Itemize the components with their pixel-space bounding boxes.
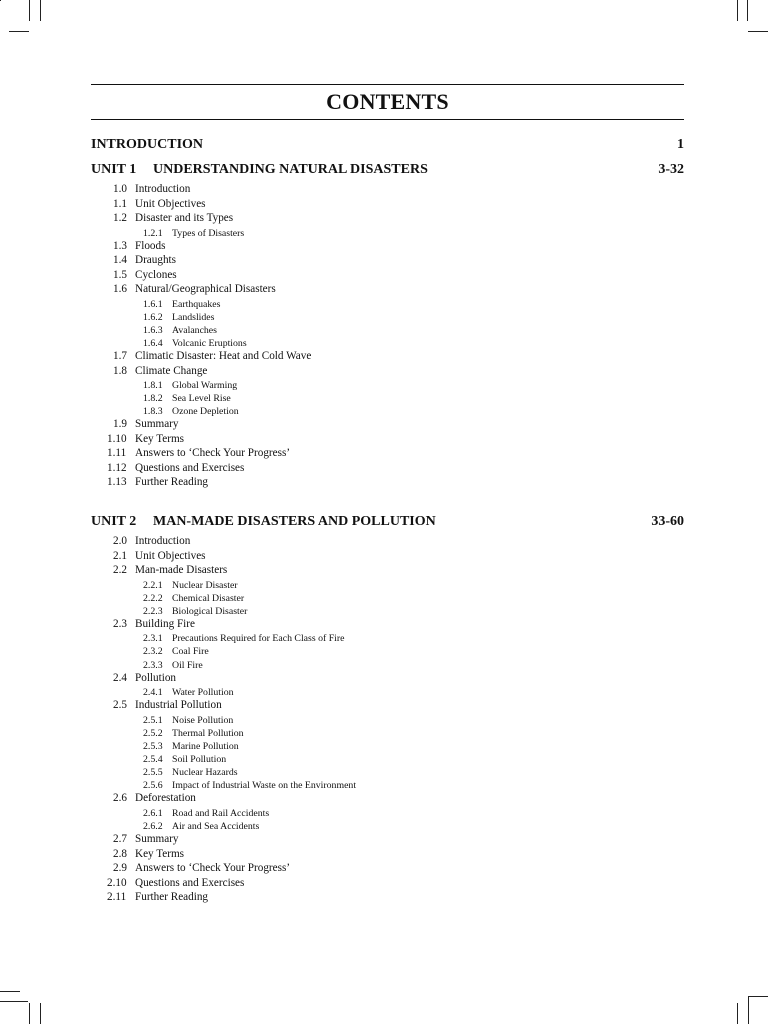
- toc-entry-title: Answers to ‘Check Your Progress’: [135, 447, 291, 460]
- toc-entry-number: 1.6.2: [143, 311, 163, 323]
- toc-entry-title: Industrial Pollution: [135, 699, 222, 712]
- top-rule: [91, 84, 684, 85]
- toc-entry-title: Chemical Disaster: [172, 592, 245, 604]
- unit-1-heading: [91, 161, 684, 179]
- toc-entry-title: Sea Level Rise: [172, 393, 231, 405]
- toc-entry-number: 2.0: [113, 535, 127, 547]
- toc-entry-number: 1.7: [113, 350, 127, 362]
- toc-entry-number: 2.7: [113, 833, 127, 845]
- toc-entry-number: 2.5: [113, 699, 127, 712]
- toc-entry-title: Water Pollution: [172, 687, 234, 699]
- toc-entry-number: 2.3: [113, 617, 127, 630]
- toc-entry-number: 1.2.1: [143, 227, 163, 239]
- toc-entry-title: Natural/Geographical Disasters: [135, 283, 276, 296]
- toc-entry-title: Types of Disasters: [172, 227, 245, 239]
- toc-entry-title: Summary: [135, 833, 179, 845]
- toc-entry-title: Disaster and its Types: [135, 212, 234, 224]
- toc-entry-title: Oil Fire: [172, 659, 203, 671]
- toc-entry-number: 1.9: [113, 418, 127, 431]
- title-rule: [91, 119, 684, 120]
- unit-pages: 33-60: [651, 514, 684, 529]
- introduction-label: INTRODUCTION: [91, 137, 204, 152]
- toc-entry-number: 2.10: [107, 876, 127, 889]
- toc-entry-number: 2.5.2: [143, 727, 163, 739]
- toc-entry-title: Landslides: [172, 311, 215, 323]
- toc-entry-number: 1.8.3: [143, 406, 163, 418]
- toc-entry-title: Biological Disaster: [172, 605, 248, 617]
- introduction-pages: 1: [677, 137, 684, 152]
- toc-entry-title: Global Warming: [172, 380, 238, 391]
- toc-entry-number: 1.0: [113, 183, 127, 195]
- toc-entry-number: 2.9: [113, 862, 127, 874]
- toc-entry-title: Volcanic Eruptions: [172, 337, 247, 349]
- introduction-heading: [91, 136, 684, 154]
- toc-entry-title: Questions and Exercises: [135, 876, 245, 889]
- toc-entry-number: 2.6.2: [143, 820, 163, 832]
- toc-entry-title: Earthquakes: [172, 298, 221, 310]
- unit-title: UNDERSTANDING NATURAL DISASTERS: [153, 162, 428, 177]
- toc-entry-title: Building Fire: [135, 617, 195, 630]
- unit-pages: 3-32: [658, 162, 684, 177]
- toc-entry-number: 1.8.1: [143, 380, 163, 391]
- unit-number: UNIT 2: [91, 514, 137, 529]
- toc-entry-title: Pollution: [135, 671, 177, 684]
- toc-entry-number: 1.1: [113, 197, 127, 210]
- toc-entry-number: 2.4: [113, 671, 127, 684]
- toc-entry-number: 1.6.4: [143, 337, 163, 349]
- toc-entry-title: Nuclear Hazards: [172, 767, 238, 779]
- toc-entry-number: 2.11: [107, 891, 127, 903]
- toc-entry-title: Further Reading: [135, 476, 209, 489]
- toc-entry-number: 2.2.1: [143, 579, 163, 591]
- toc-entry-number: 2.5.4: [143, 754, 163, 765]
- toc-entry-number: 2.3.2: [143, 646, 163, 658]
- toc-entry-number: 2.6: [113, 792, 127, 805]
- toc-entry-title: Man-made Disasters: [135, 564, 228, 576]
- toc-entry-number: 1.8.2: [143, 393, 163, 405]
- toc-entry-number: 2.5.6: [143, 780, 163, 792]
- toc-entry-title: Noise Pollution: [172, 714, 234, 726]
- toc-entry-number: 2.6.1: [143, 807, 163, 819]
- toc-entry-number: 1.6.3: [143, 324, 163, 336]
- toc-entry-number: 1.6.1: [143, 298, 163, 310]
- toc-entry-title: Avalanches: [172, 324, 217, 336]
- toc-entry-title: Answers to ‘Check Your Progress’: [135, 862, 291, 874]
- toc-entry-number: 2.3.3: [143, 659, 163, 671]
- toc-entry-number: 1.3: [113, 239, 127, 252]
- toc-entry-number: 2.8: [113, 847, 127, 860]
- toc-entry-number: 2.5.1: [143, 714, 163, 726]
- toc-entry-number: 2.3.1: [143, 633, 163, 645]
- toc-entry-title: Road and Rail Accidents: [172, 807, 270, 819]
- toc-entry-title: Draughts: [135, 254, 177, 267]
- toc-entry-number: 1.12: [107, 461, 127, 474]
- toc-entry-number: 1.10: [107, 432, 127, 445]
- toc-entry-number: 1.13: [107, 476, 127, 489]
- toc-entry-title: Climatic Disaster: Heat and Cold Wave: [135, 350, 312, 362]
- toc-entry-title: Climate Change: [135, 364, 208, 377]
- toc-entry-title: Summary: [135, 418, 179, 431]
- toc-entry-title: Introduction: [135, 535, 191, 547]
- toc-entry-title: Ozone Depletion: [172, 406, 239, 418]
- toc-entry-title: Key Terms: [135, 432, 185, 445]
- toc-entry-title: Deforestation: [135, 792, 196, 805]
- toc-entry-number: 2.2.2: [143, 592, 163, 604]
- toc-entry-title: Floods: [135, 239, 166, 252]
- toc-entry-title: Cyclones: [135, 268, 177, 281]
- toc-entry-number: 1.11: [107, 447, 127, 460]
- toc-entry-title: Coal Fire: [172, 646, 209, 658]
- toc-entry-title: Thermal Pollution: [172, 727, 244, 739]
- toc-entry-title: Impact of Industrial Waste on the Environment: [172, 780, 357, 792]
- toc-entry-title: Unit Objectives: [135, 549, 206, 562]
- toc-entry-number: 2.2: [113, 564, 127, 576]
- toc-entry-title: Soil Pollution: [172, 754, 227, 765]
- toc-entry-number: 1.2: [113, 212, 127, 224]
- toc-entry-number: 1.5: [113, 268, 127, 281]
- toc-entry-number: 1.6: [113, 283, 127, 296]
- toc-entry-number: 2.5.5: [143, 767, 163, 779]
- toc-entry-number: 1.4: [113, 254, 127, 267]
- toc-entry-title: Air and Sea Accidents: [172, 820, 260, 832]
- toc-entry-title: Key Terms: [135, 847, 185, 860]
- unit-title: MAN-MADE DISASTERS AND POLLUTION: [153, 514, 436, 529]
- toc-entry-number: 1.8: [113, 364, 127, 377]
- toc-entry-title: Marine Pollution: [172, 740, 239, 752]
- toc-entry-number: 2.2.3: [143, 605, 163, 617]
- toc-entry-number: 2.5.3: [143, 740, 163, 752]
- toc-entry-title: Introduction: [135, 183, 191, 195]
- toc-entry-title: Precautions Required for Each Class of Fire: [172, 633, 345, 645]
- toc-entry-title: Unit Objectives: [135, 197, 206, 210]
- toc-entry-title: Further Reading: [135, 891, 209, 903]
- toc-entry-number: 2.1: [113, 549, 127, 562]
- unit-2-heading: [91, 513, 684, 531]
- toc-entry-number: 2.4.1: [143, 687, 163, 699]
- toc-entry-title: Questions and Exercises: [135, 461, 245, 474]
- unit-number: UNIT 1: [91, 162, 137, 177]
- page-title: CONTENTS: [326, 89, 449, 114]
- toc-entry-title: Nuclear Disaster: [172, 579, 238, 591]
